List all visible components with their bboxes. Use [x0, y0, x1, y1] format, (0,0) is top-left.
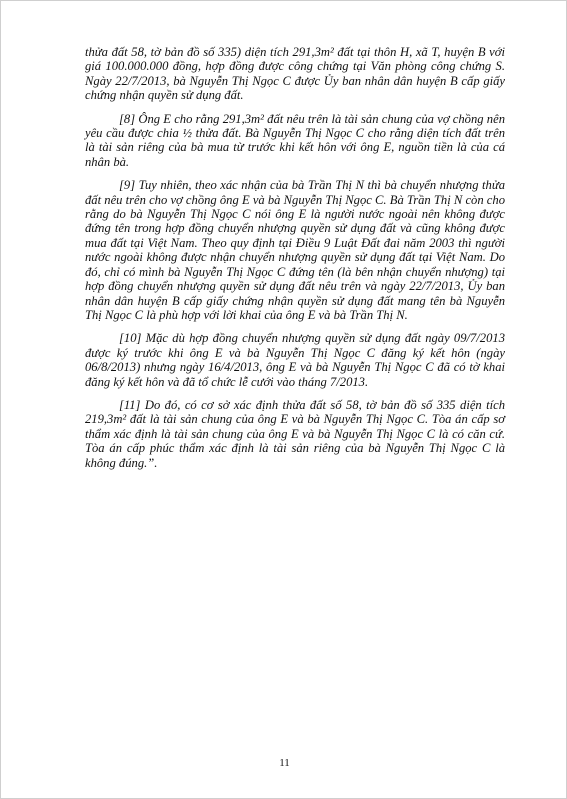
document-body	[85, 45, 505, 479]
paragraph-11: [11] Do đó, có cơ sở xác định thửa đất số 58, tờ bản đồ số 335 diện tích 219,3m² đất là tài sản chung của ông E và bà Nguyễn Thị Ngọc C. Tòa án cấp sơ thẩm xác định là tài sản chung của ông E và bà Nguyễn Thị Ngọc C là có căn cứ. Tòa án cấp phúc thẩm xác định là tài sản riêng của bà Nguyễn Thị Ngọc C là không đúng.”.	[85, 397, 505, 470]
paragraph-9: [9] Tuy nhiên, theo xác nhận của bà Trần Thị N thì bà chuyển nhượng thửa đất nêu trên cho vợ chồng ông E và bà Nguyễn Thị Ngọc C. Bà Trần Thị N còn cho rằng do bà Nguyễn Thị Ngọc C nói ông E là người nước ngoài nên không được đứng tên trong hợp đồng chuyển nhượng quyền sử dụng đất và cũng không được mua đất tại Việt Nam. Theo quy định tại Điều 9 Luật Đất đai năm 2003 thì người nước ngoài không được nhận chuyển nhượng quyền sử dụng đất tại Việt Nam. Do đó, chỉ có mình bà Nguyễn Thị Ngọc C đứng tên (là bên nhận chuyển nhượng) tại hợp đồng chuyển nhượng quyền sử dụng đất nêu trên và ngày 22/7/2013, Ủy ban nhân dân huyện B cấp giấy chứng nhận quyền sử dụng đất mang tên bà Nguyễn Thị Ngọc C là phù hợp với lời khai của ông E và bà Trần Thị N.	[85, 178, 505, 322]
page-number: 11	[279, 757, 290, 769]
paragraph-8: [8] Ông E cho rằng 291,3m² đất nêu trên là tài sản chung của vợ chồng nên yêu cầu được chia ½ thửa đất. Bà Nguyễn Thị Ngọc C cho rằng diện tích đất trên là tài sản riêng của bà mua từ trước khi kết hôn với ông E, nguồn tiền là của cá nhân bà.	[85, 111, 505, 169]
paragraph-10: [10] Mặc dù hợp đồng chuyển nhượng quyền sử dụng đất ngày 09/7/2013 được ký trước khi ông E và bà Nguyễn Thị Ngọc C đăng ký kết hôn (ngày 06/8/2013) nhưng ngày 16/4/2013, ông E và bà Nguyễn Thị Ngọc C đã có tờ khai đăng ký kết hôn và đã tổ chức lễ cưới vào tháng 7/2013.	[85, 331, 505, 389]
paragraph-continuation: thửa đất 58, tờ bản đồ số 335) diện tích 291,3m² đất tại thôn H, xã T, huyện B với giá 100.000.000 đồng, hợp đồng được công chứng tại Văn phòng công chứng S. Ngày 22/7/2013, bà Nguyễn Thị Ngọc C được Ủy ban nhân dân huyện B cấp giấy chứng nhận quyền sử dụng đất.	[85, 45, 505, 103]
